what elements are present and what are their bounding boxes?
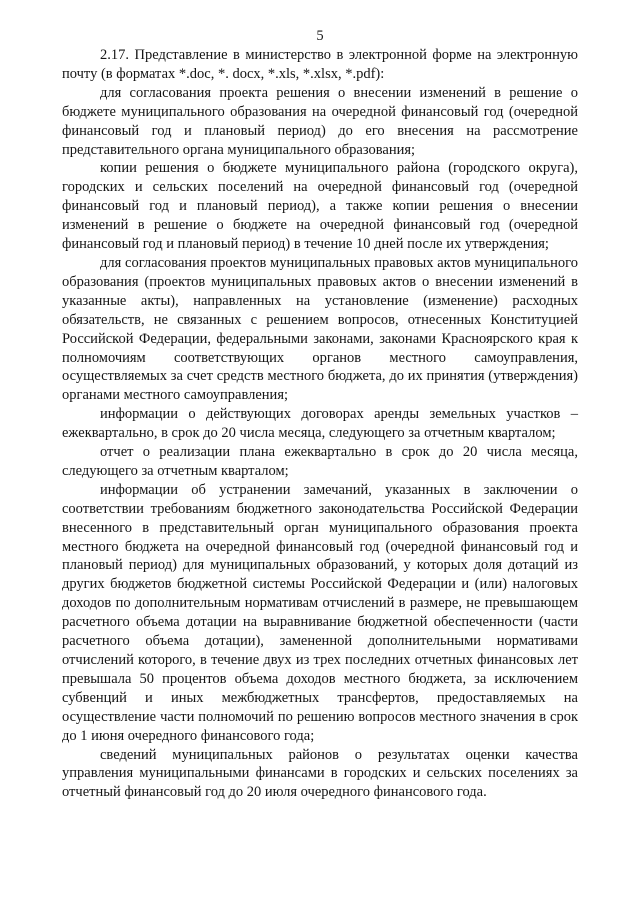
paragraph-budget-decision-copies: копии решения о бюджете муниципального района (городского округа), городских и сельских поселений на очередной финансовый год (очередной финансовый год и плановый период), а также копии решения о внесении изменений в решение о бюджете на очередной финансовый год (очередной финансовый год и плановый период) в течение 10 дней после их утверждения; [62,160,578,253]
paragraph-plan-report: отчет о реализации плана ежеквартально в срок до 20 числа месяца, следующего за отчетным кварталом; [62,444,578,479]
page-number: 5 [316,28,324,44]
paragraph-finance-quality-assessment: сведений муниципальных районов о результатах оценки качества управления муниципальными финансами в городских и сельских поселениях за отчетный финансовый год до 20 июля очередного финансового года. [62,746,578,801]
document-body [62,46,578,802]
paragraph-budget-amendment-approval: для согласования проекта решения о внесении изменений в решение о бюджете муниципального образования на очередной финансовый год (очередной финансовый год и плановый период) до его внесения на рассмотрение представительного органа муниципального образования; [62,84,578,158]
paragraph-land-lease-info: информации о действующих договорах аренды земельных участков – ежеквартально, в срок до 20 числа месяца, следующего за отчетным кварталом; [62,406,578,442]
paragraph-legal-acts-approval: для согласования проектов муниципальных правовых актов муниципального образования (проектов муниципальных правовых актов о внесении изменений в указанные акты), направленных на установление (изменение) расходных обязательств, не связанных с решением вопросов, отнесенных Конституцией Российской Федерации, федеральными законами, законами Красноярского края к полномочиям соответствующих органов местного самоуправления, осуществляемых за счет средств местного бюджета, до их принятия (утверждения) органами местного самоуправления; [62,254,578,404]
paragraph-remarks-elimination: информации об устранении замечаний, указанных в заключении о соответствии требованиям бюджетного законодательства Российской Федерации внесенного в представительный орган муниципального образования проекта местного бюджета на очередной финансовый год (очередной финансовый год и плановый период) для муниципальных образований, у которых доля дотаций из других бюджетов бюджетной системы Российской Федерации и (или) налоговых доходов по дополнительным нормативам отчислений в размере, не превышающем расчетного объема дотации на выравнивание бюджетной обеспеченности (части расчетного объема дотации), замененной дополнительными нормативами отчислений которого, в течение двух из трех последних отчетных финансовых лет превышала 50 процентов объема доходов местного бюджета, за исключением субвенций и иных межбюджетных трансфертов, предоставляемых на осуществление части полномочий по решению вопросов местного значения в срок до 1 июня очередного финансового года; [62,481,578,744]
paragraph-2-17-heading: 2.17. Представление в министерство в электронной форме на электронную почту (в форматах *.doc, *. docx, *.xls, *.xlsx, *.pdf): [62,47,578,82]
